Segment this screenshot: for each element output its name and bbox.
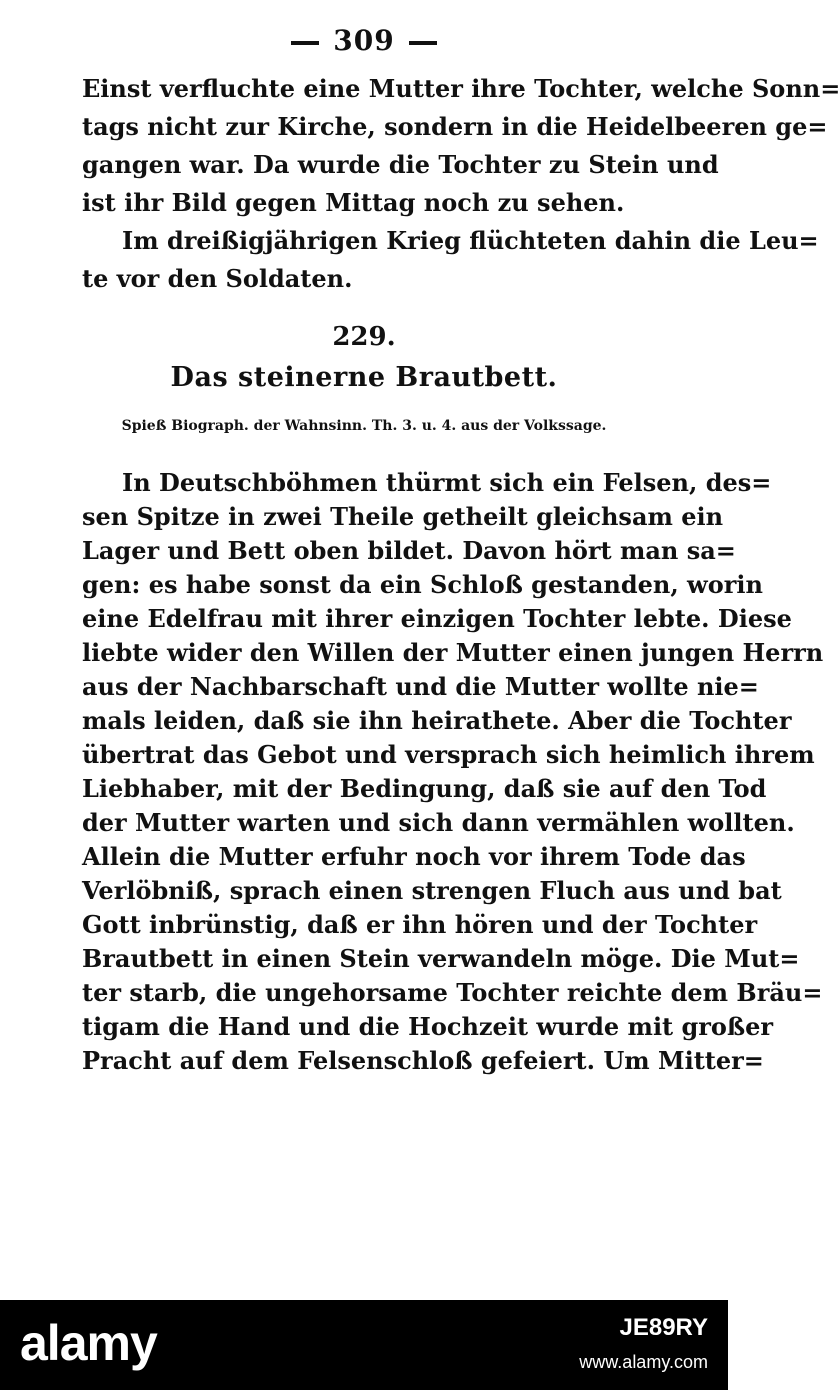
text-line: aus der Nachbarschaft und die Mutter wollte nie= <box>82 672 759 701</box>
text-line: Liebhaber, mit der Bedingung, daß sie auf den Tod <box>82 774 767 803</box>
source-citation: Spieß Biograph. der Wahnsinn. Th. 3. u. 4. aus der Volkssage. <box>121 418 607 434</box>
text-line: Verlöbniß, sprach einen strengen Fluch aus und bat <box>82 876 782 905</box>
section-title: Das steinerne Brautbett. <box>170 362 558 393</box>
text-line: Pracht auf dem Felsenschloß gefeiert. Um Mitter= <box>82 1046 764 1075</box>
text-line: Im dreißigjährigen Krieg flüchteten dahin die Leu= <box>122 226 819 255</box>
text-line: Einst verfluchte eine Mutter ihre Tochter, welche Sonn= <box>82 74 840 103</box>
section-number: 229. <box>332 322 396 352</box>
right-dash <box>409 41 437 45</box>
text-line: ist ihr Bild gegen Mittag noch zu sehen. <box>82 188 625 217</box>
text-line: te vor den Soldaten. <box>82 264 353 293</box>
text-line: der Mutter warten und sich dann vermählen wollten. <box>82 808 795 837</box>
text-line: gangen war. Da wurde die Tochter zu Stein und <box>82 150 719 179</box>
image-id: JE89RY <box>619 1314 708 1341</box>
site-url: www.alamy.com <box>579 1352 708 1372</box>
text-line: Lager und Bett oben bildet. Davon hört man sa= <box>82 536 736 565</box>
text-line: gen: es habe sonst da ein Schloß gestanden, worin <box>82 570 763 599</box>
alamy-logo: alamy <box>20 1315 157 1371</box>
page-number-text: 309 <box>333 24 395 57</box>
text-line: Gott inbrünstig, daß er ihn hören und der Tochter <box>82 910 758 939</box>
text-line: mals leiden, daß sie ihn heirathete. Aber die Tochter <box>82 706 792 735</box>
text-line: Brautbett in einen Stein verwandeln möge. Die Mut= <box>82 944 800 973</box>
text-line: ter starb, die ungehorsame Tochter reichte dem Bräu= <box>82 978 823 1007</box>
watermark-bar <box>0 1300 728 1390</box>
left-dash <box>291 41 319 45</box>
page-number <box>0 24 728 57</box>
text-line: liebte wider den Willen der Mutter einen jungen Herrn <box>82 638 824 667</box>
text-line: übertrat das Gebot und versprach sich heimlich ihrem <box>82 740 815 769</box>
text-line: tags nicht zur Kirche, sondern in die Heidelbeeren ge= <box>82 112 828 141</box>
text-line: In Deutschböhmen thürmt sich ein Felsen, des= <box>122 468 772 497</box>
text-line: Allein die Mutter erfuhr noch vor ihrem Tode das <box>82 842 746 871</box>
text-line: eine Edelfrau mit ihrer einzigen Tochter lebte. Diese <box>82 604 792 633</box>
text-line: sen Spitze in zwei Theile getheilt gleichsam ein <box>82 502 724 531</box>
text-line: tigam die Hand und die Hochzeit wurde mit großer <box>82 1012 774 1041</box>
